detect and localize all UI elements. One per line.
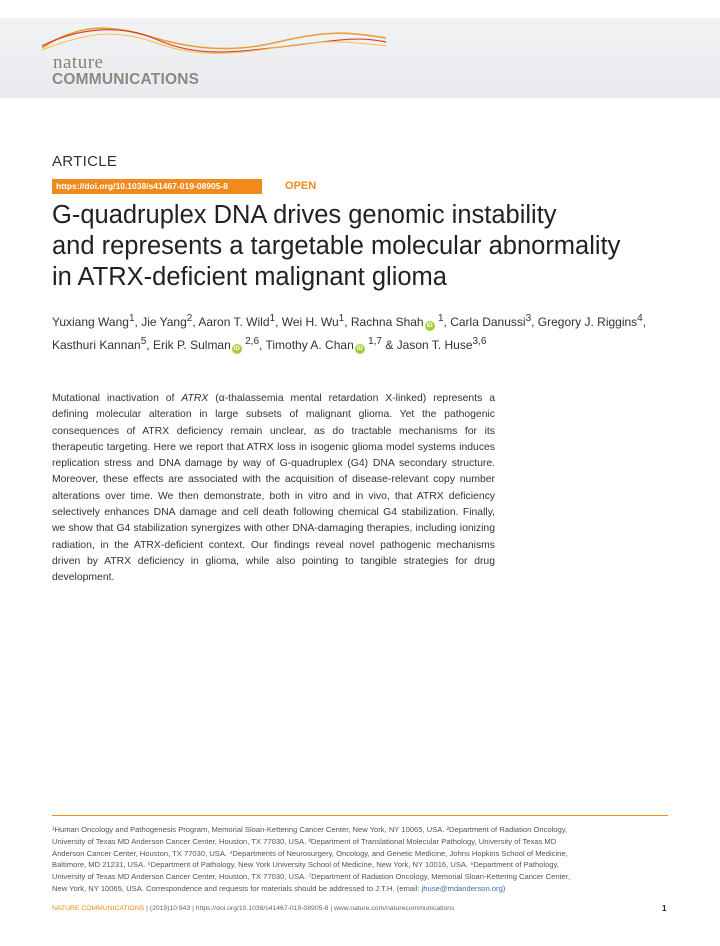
title-line: G-quadruplex DNA drives genomic instability <box>52 201 557 229</box>
affiliations-divider <box>52 815 668 816</box>
author-separator: , <box>275 315 282 329</box>
author-affiliation-ref: 3,6 <box>472 336 487 347</box>
author-line <box>52 332 692 355</box>
abstract <box>52 391 495 587</box>
journal-logo-waves <box>38 22 388 56</box>
author-separator: , <box>531 315 538 329</box>
correspondence-close: ) <box>502 883 506 893</box>
author-separator: , <box>192 315 199 329</box>
author-separator: , <box>642 315 647 329</box>
author-affiliation-ref: 1 <box>269 313 276 324</box>
affiliation-line: Baltimore, MD 21231, USA. ⁵Department of Pathology, New York University School of Medicine, New York, NY 10016, USA. ⁶Department of Pathology, <box>52 860 559 870</box>
abstract-paragraph <box>52 391 495 587</box>
author-affiliation-ref: 3 <box>525 313 532 324</box>
author-affiliation-ref: 1 <box>437 313 444 324</box>
author-name[interactable]: Aaron T. Wild <box>198 315 270 329</box>
correspondence-text: New York, NY 10065, USA. Correspondence and requests for materials should be addressed to J.T.H. (email: <box>52 883 422 893</box>
article-title <box>52 200 692 293</box>
author-name[interactable]: Gregory J. Riggins <box>537 315 638 329</box>
affiliation-line: University of Texas MD Anderson Cancer Center, Houston, TX 77030, USA. ³Department of Translational Molecular Pathology, University of Texas MD <box>52 836 557 846</box>
orcid-icon[interactable]: iD <box>356 346 363 352</box>
orcid-icon[interactable]: iD <box>426 323 433 329</box>
affiliation-line: University of Texas MD Anderson Cancer Center, Houston, TX 77030, USA. ⁷Department of Radiation Oncology, Memorial Sloan-Kettering Cancer Center, <box>52 872 571 882</box>
journal-logo-nature: nature <box>53 52 104 73</box>
author-separator: , <box>259 338 266 352</box>
author-affiliation-ref: 2,6 <box>245 336 260 347</box>
abstract-text-lead: Mutational inactivation of <box>52 393 182 404</box>
correspondence-email-link[interactable]: jhuse@mdanderson.org <box>421 883 503 893</box>
open-access-label: OPEN <box>285 180 317 192</box>
author-list <box>52 309 692 355</box>
author-affiliation-ref: 1 <box>338 313 345 324</box>
affiliation-line: Anderson Cancer Center, Houston, TX 77030, USA. ⁴Departments of Neurosurgery, Oncology, and Genetic Medicine, Johns Hopkins School of Medicine, <box>52 848 568 858</box>
page-footer <box>52 905 668 912</box>
affiliation-line: ¹Human Oncology and Pathogenesis Program, Memorial Sloan-Kettering Cancer Center, New York, NY 10065, USA. ²Department of Radiation Oncology, <box>52 825 568 834</box>
author-name[interactable]: Yuxiang Wang <box>52 315 129 329</box>
author-name[interactable]: Erik P. Sulman <box>152 338 231 352</box>
author-name[interactable]: Kasthuri Kannan <box>52 338 141 352</box>
author-affiliation-ref: 1 <box>128 313 135 324</box>
title-line: in ATRX-deficient malignant glioma <box>52 263 447 291</box>
affiliations <box>52 824 668 895</box>
author-separator: , <box>146 338 153 352</box>
affiliation-line <box>52 883 668 895</box>
author-affiliation-ref: 5 <box>140 336 147 347</box>
author-name[interactable]: Carla Danussi <box>450 315 526 329</box>
article-type-label: ARTICLE <box>52 153 118 170</box>
journal-logo-communications: COMMUNICATIONS <box>52 71 200 88</box>
footer-journal-name: NATURE COMMUNICATIONS <box>52 905 145 912</box>
author-name[interactable]: Rachna Shah <box>350 315 424 329</box>
title-line: and represents a targetable molecular abnormality <box>52 232 621 260</box>
abstract-text: (α-thalassemia mental retardation X-linked) represents a defining molecular alteration in large subsets of malignant glioma. Yet the pathogenic consequences of ATRX deficiency remain unclear, as do tractable mechanisms for its therapeutic targeting. Here we report that ATRX loss in isogenic glioma model systems induces replication stress and DNA damage by way of G-quadruplex (G4) DNA secondary structure. Moreover, these effects are associated with the acquisition of disease-relevant copy number alterations over time. We then demonstrate, both in vitro and in vivo, that ATRX deficiency selectively enhances DNA damage and cell death following chemical G4 stabilization. Finally, we show that G4 stabilization synergizes with other DNA-damaging therapies, including ionizing radiation, in the ATRX-deficient context. Our findings reveal novel pathogenic mechanisms driven by ATRX deficiency in glioma, while also pointing to tangible strategies for drug development. <box>52 393 495 584</box>
gene-name-italic: ATRX <box>181 393 209 404</box>
footer-citation: | (2019)10:943 | https://doi.org/10.1038/s41467-019-08905-8 | www.nature.com/naturecommunications <box>144 905 455 912</box>
author-ampersand: & <box>382 338 397 352</box>
author-affiliation-ref: 2 <box>186 313 193 324</box>
author-affiliation-ref: 1,7 <box>368 336 382 347</box>
author-name[interactable]: Timothy A. Chan <box>265 338 354 352</box>
author-name[interactable]: Jie Yang <box>141 315 187 329</box>
doi-link[interactable]: https://doi.org/10.1038/s41467-019-08905-8 <box>52 179 262 194</box>
author-affiliation-ref: 4 <box>637 313 643 324</box>
author-name[interactable]: Jason T. Huse <box>396 338 473 352</box>
author-separator: , <box>443 315 451 329</box>
orcid-icon[interactable]: iD <box>233 346 240 352</box>
page-number: 1 <box>662 904 667 913</box>
author-name[interactable]: Wei H. Wu <box>281 315 339 329</box>
author-separator: , <box>344 315 351 329</box>
author-line <box>52 309 692 332</box>
author-separator: , <box>134 315 142 329</box>
